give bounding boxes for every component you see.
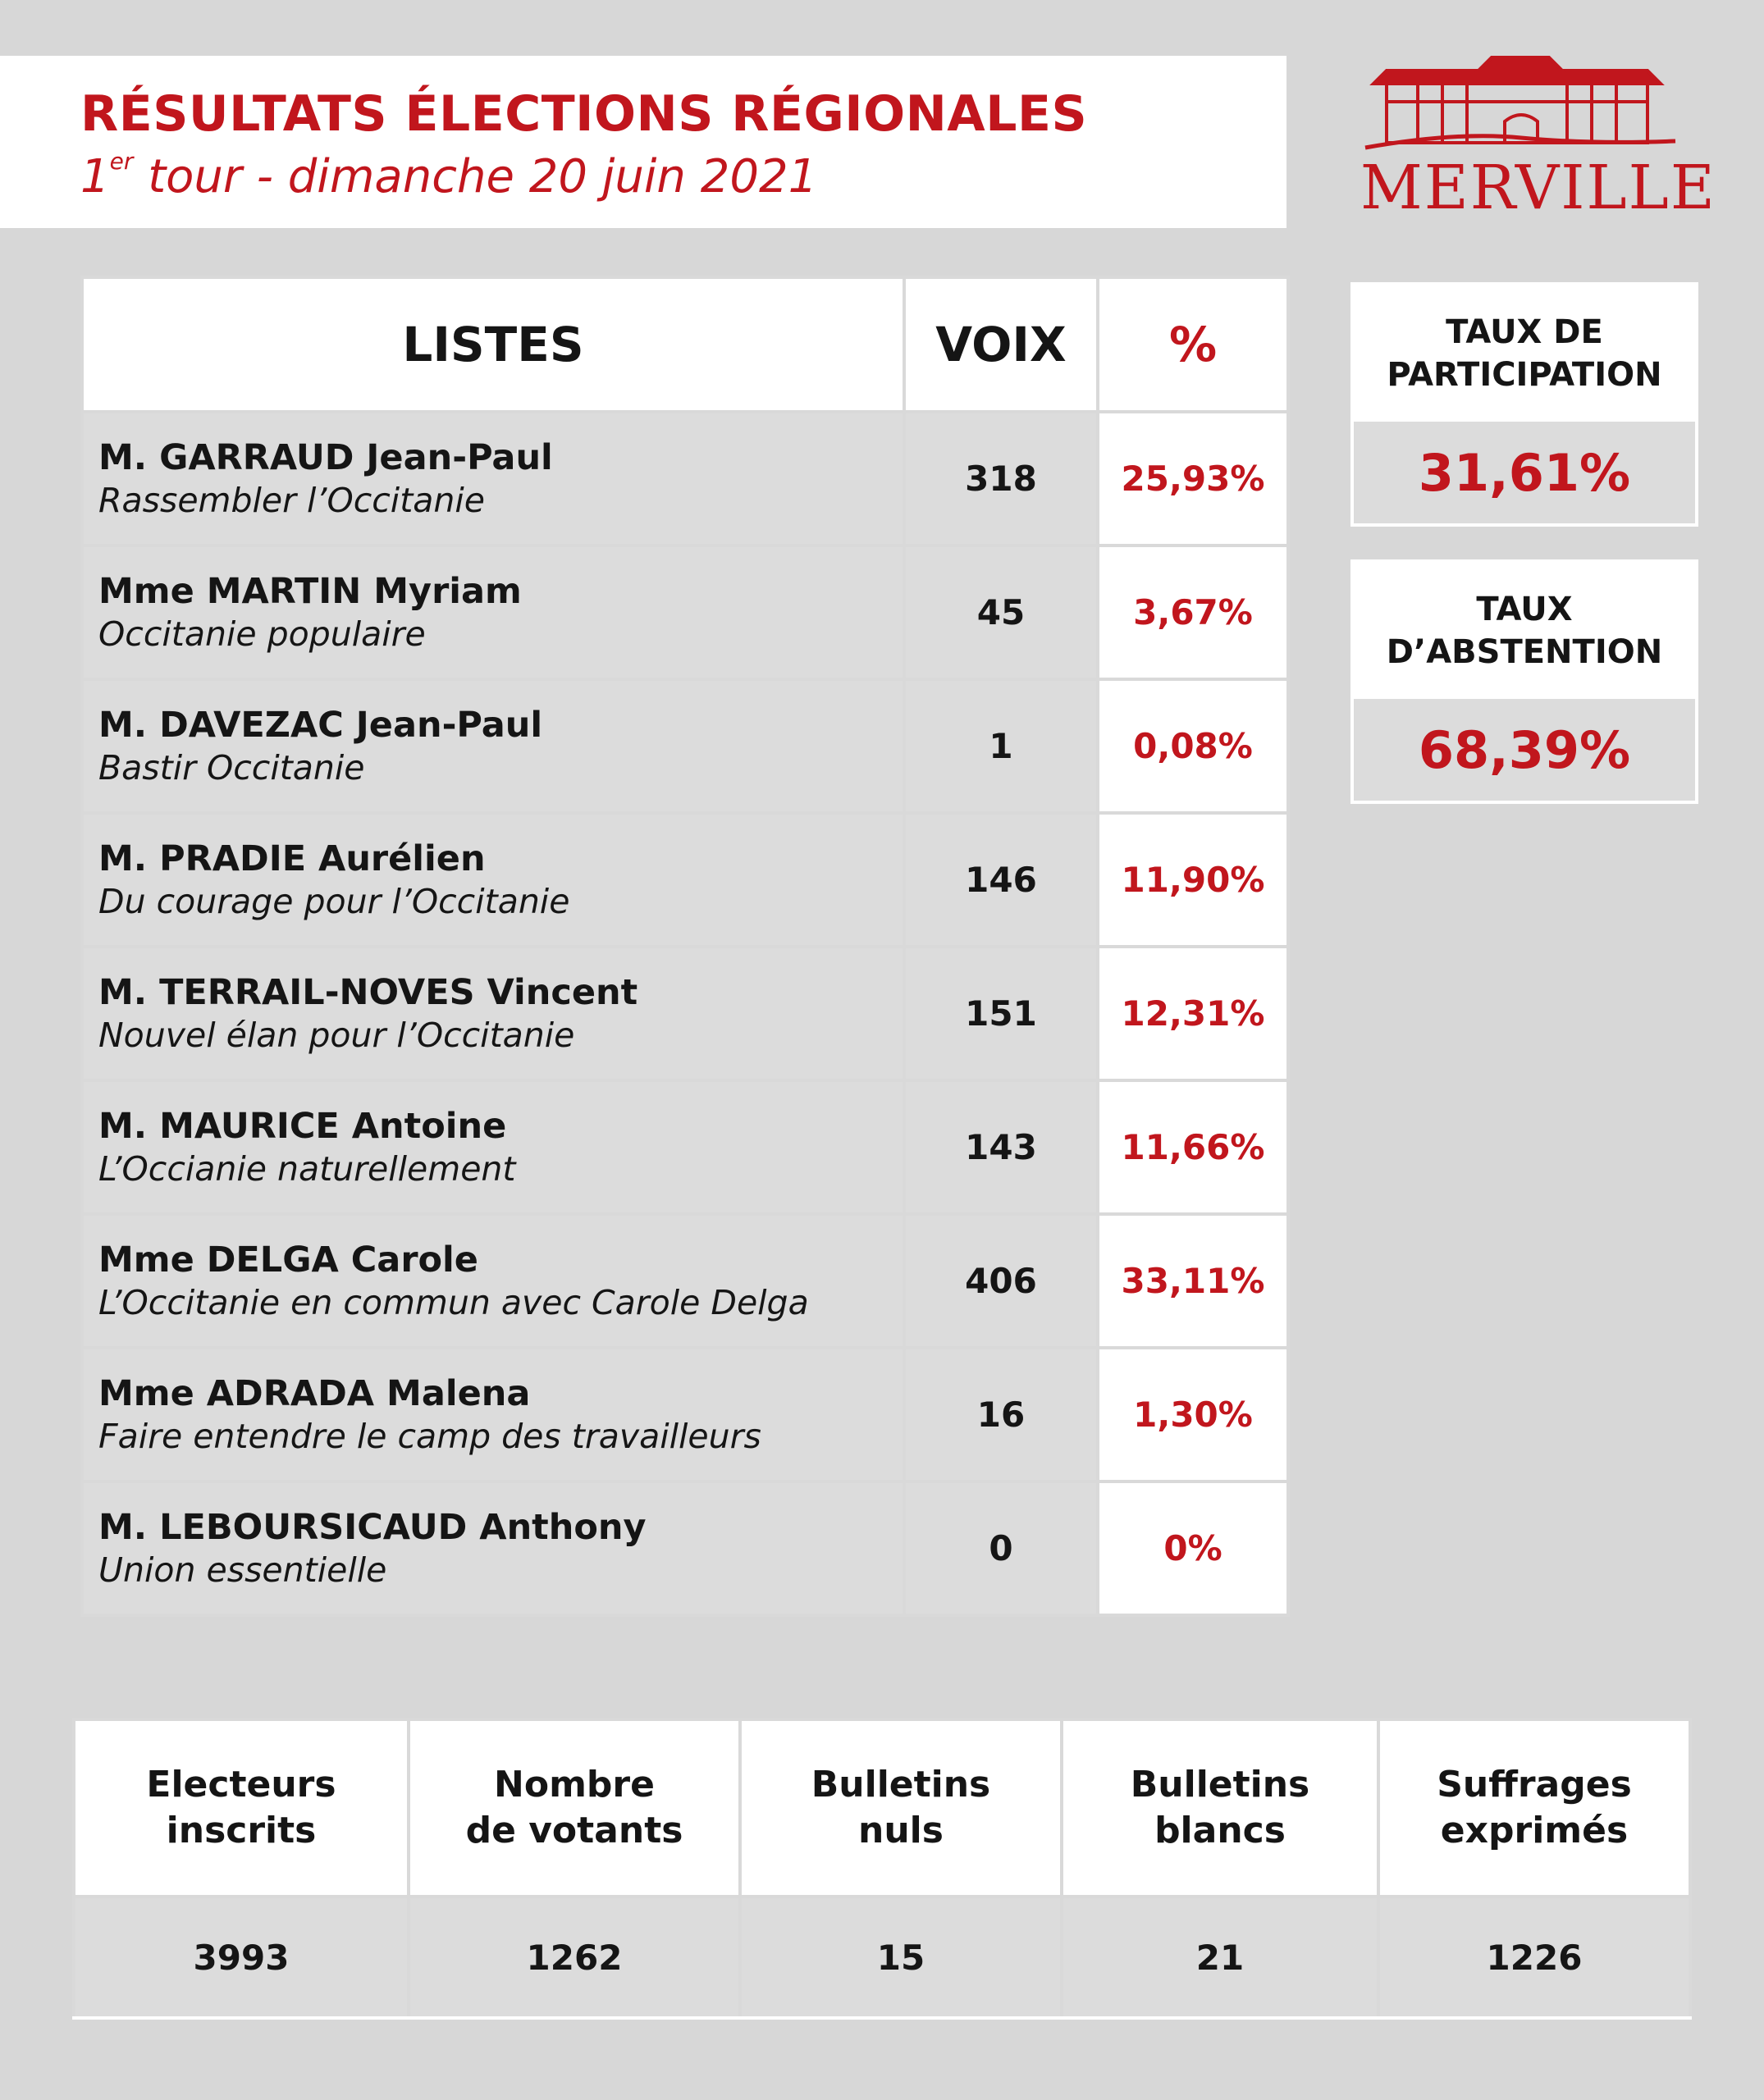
votes-cell: 16 (904, 1348, 1098, 1481)
table-row (82, 1080, 1288, 1214)
percent-cell: 0,08% (1098, 679, 1288, 813)
abstention-label (1354, 563, 1695, 699)
abstention-box (1350, 559, 1698, 804)
town-hall-icon (1360, 52, 1682, 159)
summary-label-line2: inscrits (166, 1810, 317, 1851)
votes-cell: 45 (904, 546, 1098, 679)
percent-cell: 25,93% (1098, 412, 1288, 546)
summary-label-line2: de votants (465, 1810, 683, 1851)
candidate-cell (82, 1214, 904, 1348)
abstention-value: 68,39% (1354, 699, 1695, 801)
summary-header-votants (409, 1719, 740, 1897)
candidate-cell (82, 412, 904, 546)
candidate-name: M. TERRAIL-NOVES Vincent (98, 971, 638, 1013)
candidate-cell (82, 1481, 904, 1615)
list-name: Occitanie populaire (98, 614, 426, 654)
votes-cell: 143 (904, 1080, 1098, 1214)
subtitle-text: tour - dimanche 20 juin 2021 (133, 150, 818, 203)
table-row (82, 546, 1288, 679)
logo-text: MERVILLE (1360, 153, 1716, 223)
table-row (82, 813, 1288, 947)
summary-label-line2: nuls (858, 1810, 944, 1851)
header-voix: VOIX (904, 277, 1098, 412)
summary-label-line1: Nombre (494, 1764, 655, 1806)
subtitle-superscript: er (109, 148, 134, 175)
header-percent: % (1098, 277, 1288, 412)
votes-cell: 0 (904, 1481, 1098, 1615)
candidate-cell (82, 546, 904, 679)
abstention-label-line2: D’ABSTENTION (1386, 633, 1663, 671)
candidate-cell (82, 947, 904, 1080)
participation-box (1350, 282, 1698, 527)
participation-label-line2: PARTICIPATION (1387, 356, 1662, 394)
votes-cell: 146 (904, 813, 1098, 947)
votes-cell: 151 (904, 947, 1098, 1080)
summary-label-line2: blancs (1154, 1810, 1286, 1851)
summary-label-line1: Suffrages (1437, 1764, 1632, 1806)
list-name: L’Occitanie en commun avec Carole Delga (98, 1282, 809, 1322)
list-name: Bastir Occitanie (98, 747, 365, 788)
summary-label-line1: Bulletins (811, 1764, 991, 1806)
subtitle-number: 1 (80, 150, 110, 203)
table-row (82, 1214, 1288, 1348)
candidate-cell (82, 679, 904, 813)
list-name: Union essentielle (98, 1550, 387, 1590)
table-row (82, 1348, 1288, 1481)
percent-cell: 33,11% (1098, 1214, 1288, 1348)
participation-value: 31,61% (1354, 422, 1695, 523)
table-row (82, 679, 1288, 813)
votes-cell: 406 (904, 1214, 1098, 1348)
results-table (80, 276, 1290, 1617)
page-subtitle (80, 148, 817, 203)
participation-label-line1: TAUX DE (1446, 313, 1603, 351)
participation-label (1354, 285, 1695, 422)
list-name: Faire entendre le camp des travailleurs (98, 1416, 761, 1456)
summary-value-row (74, 1897, 1690, 2018)
list-name: Du courage pour l’Occitanie (98, 881, 570, 921)
summary-table (72, 1718, 1692, 2020)
table-row (82, 412, 1288, 546)
percent-cell: 11,66% (1098, 1080, 1288, 1214)
summary-header-blancs (1062, 1719, 1378, 1897)
votes-cell: 318 (904, 412, 1098, 546)
summary-value-nuls: 15 (740, 1897, 1062, 2018)
list-name: Nouvel élan pour l’Occitanie (98, 1015, 575, 1055)
candidate-name: M. GARRAUD Jean-Paul (98, 436, 553, 478)
candidate-name: Mme DELGA Carole (98, 1239, 478, 1281)
summary-header-exprimes (1378, 1719, 1690, 1897)
percent-cell: 12,31% (1098, 947, 1288, 1080)
candidate-name: M. PRADIE Aurélien (98, 838, 486, 879)
summary-header-inscrits (74, 1719, 409, 1897)
abstention-label-line1: TAUX (1476, 591, 1573, 628)
candidate-cell (82, 1348, 904, 1481)
percent-cell: 0% (1098, 1481, 1288, 1615)
percent-cell: 1,30% (1098, 1348, 1288, 1481)
percent-cell: 11,90% (1098, 813, 1288, 947)
candidate-cell (82, 1080, 904, 1214)
candidate-name: M. MAURICE Antoine (98, 1105, 507, 1147)
summary-label-line1: Electeurs (146, 1764, 336, 1806)
candidate-name: M. LEBOURSICAUD Anthony (98, 1506, 647, 1548)
summary-label-line2: exprimés (1440, 1810, 1629, 1851)
summary-label-line1: Bulletins (1130, 1764, 1310, 1806)
percent-cell: 3,67% (1098, 546, 1288, 679)
candidate-name: Mme ADRADA Malena (98, 1372, 531, 1414)
merville-logo (1360, 52, 1716, 225)
list-name: Rassembler l’Occitanie (98, 480, 485, 520)
votes-cell: 1 (904, 679, 1098, 813)
summary-value-exprimes: 1226 (1378, 1897, 1690, 2018)
summary-value-blancs: 21 (1062, 1897, 1378, 2018)
candidate-cell (82, 813, 904, 947)
summary-value-votants: 1262 (409, 1897, 740, 2018)
summary-header-row (74, 1719, 1690, 1897)
candidate-name: M. DAVEZAC Jean-Paul (98, 704, 543, 746)
summary-value-inscrits: 3993 (74, 1897, 409, 2018)
table-row (82, 947, 1288, 1080)
table-row (82, 1481, 1288, 1615)
header-banner (0, 56, 1286, 228)
summary-header-nuls (740, 1719, 1062, 1897)
results-header-row (82, 277, 1288, 412)
header-listes: LISTES (82, 277, 904, 412)
list-name: L’Occianie naturellement (98, 1148, 516, 1189)
candidate-name: Mme MARTIN Myriam (98, 570, 522, 612)
page-title: RÉSULTATS ÉLECTIONS RÉGIONALES (80, 85, 1088, 143)
